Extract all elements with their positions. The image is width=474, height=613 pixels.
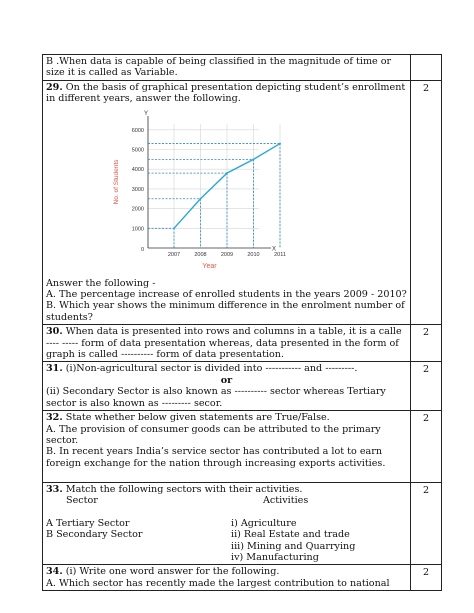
question-text: Match the following sectors with their activities. [62,483,303,495]
sub-question-a: A. The percentage increase of enrolled students in the years 2009 - 2010? [46,289,407,301]
x-tick-label: 2011 [274,251,286,258]
chart-svg [46,108,286,276]
y-axis-label: No. of Students [113,159,120,205]
activities-header: Activities [263,494,309,506]
data-point [200,197,202,199]
marks-cell: 2 [411,325,442,362]
list-item: B Secondary Sector [46,529,143,541]
question-number: 32. [46,412,63,424]
x-tick-label: 2009 [220,251,234,258]
question-cell [43,325,411,362]
y-tick-label: 5000 [131,147,144,154]
marks-cell: 2 [411,362,442,411]
x-tick-label: 2010 [247,251,260,258]
y-tick-label: 2000 [131,206,144,213]
data-point [253,158,255,160]
list-item: iii) Mining and Quarrying [231,540,356,552]
table-row [43,362,442,411]
question-number: 29. [46,81,63,93]
x-tick-label: 2007 [167,251,181,258]
y-tick-label: 1000 [131,225,144,232]
data-point [173,227,175,229]
statement-b: B. In recent years India’s service sector has contributed a lot to earn foreign exchange for the nation through increasing exports activities. [46,446,386,469]
question-table [42,54,442,591]
table-row [43,80,442,324]
y-tick-label: 4000 [131,166,144,173]
x-axis-letter: X [272,246,277,253]
question-text: State whether below given statements are True/False. [62,412,330,424]
activity-list [231,518,407,564]
table-row [43,55,442,81]
question-text: On the basis of graphical presentation depicting student’s enrollment in different years, answer the following. [46,81,406,105]
question-cell [43,482,411,565]
list-item: iv) Manufacturing [231,551,319,563]
table-row [43,325,442,362]
question-number: 31. [46,363,63,375]
question-cell [43,565,411,591]
match-columns [46,518,407,564]
y-axis-letter: Y [143,110,149,117]
table-row [43,411,442,482]
enrollment-chart [46,108,407,276]
question-text: When data is presented into rows and columns in a table, it is a calle ---- ----- form of data presentation whereas, data presented in the form of graph is called ---------- form of data presentation. [46,326,402,361]
sector-list [46,518,231,564]
question-number: 30. [46,326,63,338]
marks-cell [411,55,442,81]
data-point [226,172,228,174]
sub-question-a: A. Which sector has recently made the largest contribution to national [46,577,390,589]
question-text: (i)Non-agricultural sector is divided into ----------- and ---------. [62,363,358,375]
question-cell [43,411,411,482]
marks-cell: 2 [411,565,442,591]
sector-header: Sector [66,494,98,506]
or-label: or [220,374,233,386]
x-axis-label: Year [202,262,217,270]
y-tick-label: 3000 [131,186,144,193]
question-text: (i) Write one word answer for the following. [62,566,280,578]
question-text: B .When data is capable of being classified in the magnitude of time or size it is called as Variable. [46,56,392,79]
marks-cell: 2 [411,482,442,565]
list-item: i) Agriculture [231,517,297,529]
question-text-alt: (ii) Secondary Sector is also known as ---------- sector whereas Tertiary sector is also known as --------- secor. [46,386,386,409]
statement-a: A. The provision of consumer goods can be attributed to the primary sector. [46,423,381,446]
table-row [43,482,442,565]
origin-label: 0 [140,246,144,253]
question-sheet [42,54,442,591]
list-item: A Tertiary Sector [46,517,130,529]
match-headers [46,495,407,506]
question-cell [43,362,411,411]
table-row [43,565,442,591]
marks-cell: 2 [411,411,442,482]
data-point [279,142,281,144]
sub-question-b: B. Which year shows the minimum difference in the enrolment number of students? [46,300,405,323]
marks-cell: 2 [411,80,442,324]
question-cell [43,80,411,324]
list-item: ii) Real Estate and trade [231,529,350,541]
x-tick-label: 2008 [194,251,207,258]
y-tick-label: 6000 [131,127,144,134]
answer-intro: Answer the following - [46,277,156,289]
question-number: 33. [46,483,63,495]
question-number: 34. [46,566,63,578]
question-cell [43,55,411,81]
